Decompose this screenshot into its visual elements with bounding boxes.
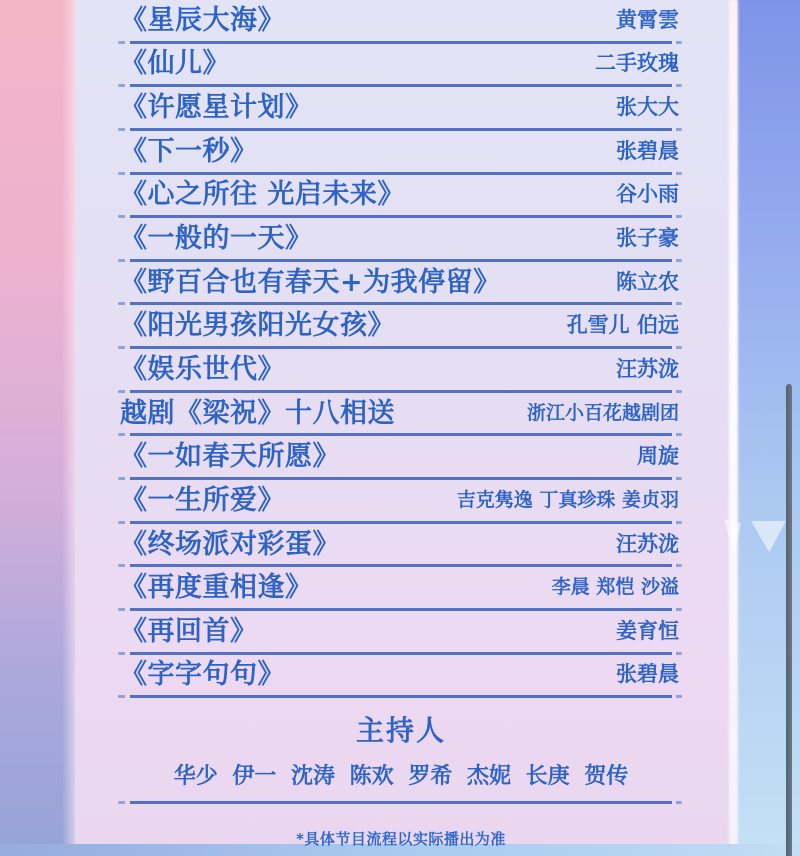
program-underline [118,521,682,524]
program-row [120,525,682,569]
program-row [120,481,682,525]
program-title: 《一生所爱》 [120,484,285,516]
hosts-underline [118,801,682,804]
program-underline [118,695,682,698]
program-underline [118,346,682,349]
program-row [120,437,682,481]
program-row [120,306,682,350]
program-title: 《阳光男孩阳光女孩》 [120,310,395,342]
program-row [120,394,682,438]
program-title: 《一般的一天》 [120,223,313,255]
program-row [120,612,682,656]
program-underline [118,172,682,175]
program-title: 《娱乐世代》 [120,353,285,385]
program-artist: 周旋 [637,444,679,469]
program-title: 《一如春天所愿》 [120,441,340,473]
program-underline [118,259,682,262]
program-row [120,132,682,176]
program-artist: 浙江小百花越剧团 [526,401,679,424]
panel-edge-glow [729,0,738,845]
program-title: 《许愿星计划》 [120,92,313,124]
program-rows [120,1,682,699]
program-artist: 谷小雨 [616,182,679,207]
hosts-heading: 主持人 [355,714,446,748]
program-underline [118,84,682,87]
program-underline [118,564,682,567]
program-underline [118,433,682,436]
program-row [120,1,682,45]
program-artist: 张子豪 [616,226,679,251]
program-artist: 汪苏泷 [616,531,679,556]
program-row [120,263,682,307]
program-row [120,88,682,132]
program-row [120,568,682,612]
program-artist: 汪苏泷 [616,356,679,381]
program-title: 《星辰大海》 [120,4,285,36]
program-title: 《再度重相逢》 [120,572,313,604]
program-underline [118,477,682,480]
program-title: 《心之所往 光启未来》 [120,179,405,211]
program-title: 越剧《梁祝》十八相送 [120,397,395,429]
program-artist: 张大大 [616,95,679,120]
program-title: 《再回首》 [120,615,258,647]
program-title: 《终场派对彩蛋》 [120,528,340,560]
program-title: 《下一秒》 [120,135,258,167]
program-title: 《野百合也有春天+为我停留》 [120,266,501,298]
program-artist: 吉克隽逸 丁真珍珠 姜贞羽 [456,488,679,511]
program-artist: 二手玫瑰 [595,51,679,76]
program-artist: 张碧晨 [616,662,679,687]
program-underline [118,390,682,393]
program-row [120,176,682,220]
scrollbar-thumb[interactable] [786,384,792,856]
program-artist: 姜育恒 [616,618,679,643]
hosts-names-row [120,759,682,804]
program-underline [118,652,682,655]
program-underline [118,608,682,611]
program-artist: 李晨 郑恺 沙溢 [551,576,679,599]
program-artist: 陈立农 [616,269,679,294]
program-row [120,219,682,263]
program-title: 《字字句句》 [120,659,285,691]
program-row [120,656,682,700]
hosts-names: 华少 伊一 沈涛 陈欢 罗希 杰妮 长庚 贺传 [173,764,629,790]
program-title: 《仙儿》 [120,48,230,80]
program-list-content [120,1,682,849]
program-artist: 孔雪儿 伯远 [566,313,679,338]
program-artist: 张碧晨 [616,138,679,163]
program-row [120,350,682,394]
program-row [120,45,682,89]
footer-disclaimer: *具体节目流程以实际播出为准 [296,830,506,849]
program-artist: 黄霄雲 [616,7,679,32]
background-left-band [0,0,80,845]
program-underline [118,302,682,305]
program-underline [118,41,682,44]
program-underline [118,128,682,131]
program-underline [118,215,682,218]
